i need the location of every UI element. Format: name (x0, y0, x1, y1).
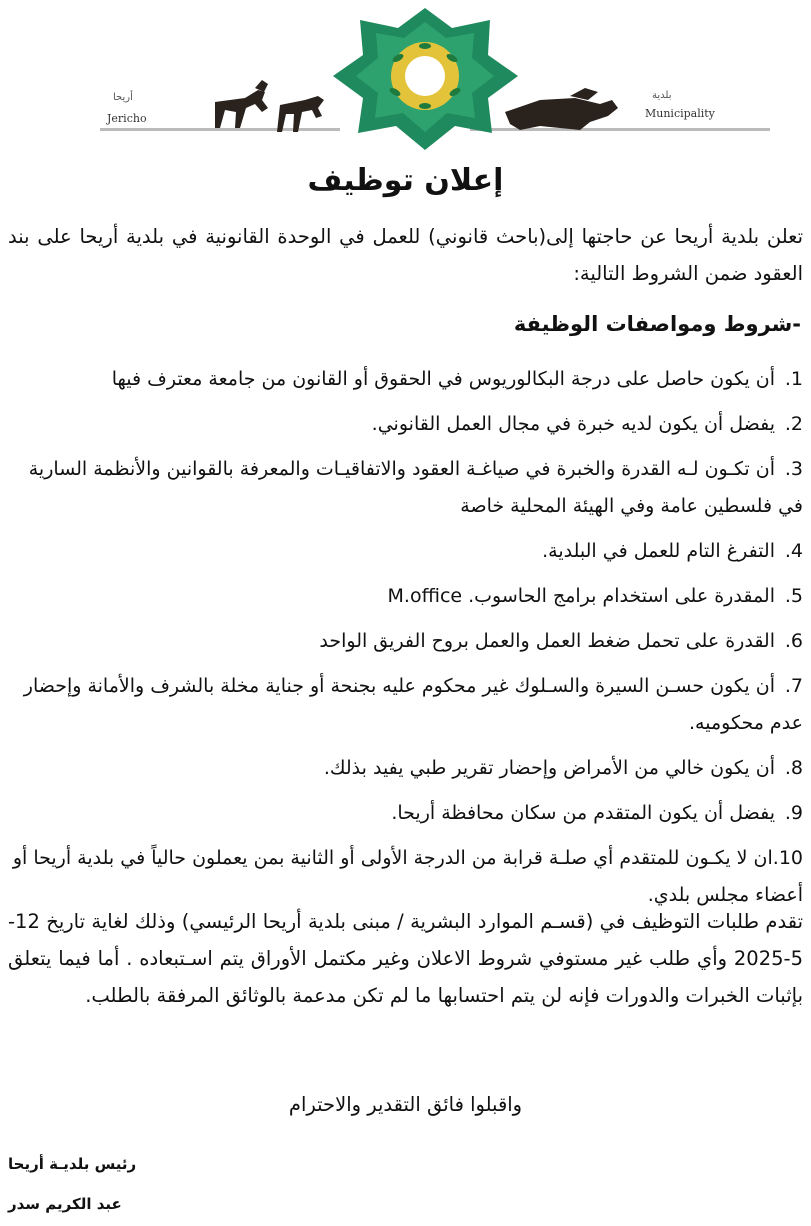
logo-arabic-left: أريحا (113, 92, 133, 103)
condition-text: يفضل أن يكون لديه خبرة في مجال العمل القانوني. (371, 413, 775, 435)
condition-number: 6. (784, 630, 803, 652)
condition-item (3, 578, 803, 615)
right-animal-silhouettes (505, 88, 618, 130)
condition-item (3, 361, 803, 398)
signatory-name: عبد الكريم سدر (8, 1195, 122, 1213)
condition-text: القدرة على تحمل ضغط العمل والعمل بروح الفريق الواحد (319, 630, 775, 652)
condition-number: 10. (772, 847, 803, 869)
logo-english-right: Municipality (645, 107, 715, 120)
announcement-title: إعلان توظيف (307, 163, 504, 198)
condition-item (3, 533, 803, 570)
condition-text: ان لا يكـون للمتقدم أي صلـة قرابة من الدرجة الأولى أو الثانية بمن يعملون حالياً في بلدية أريحا أو أعضاء مجلس بلدي. (12, 847, 803, 906)
condition-number: 2. (784, 413, 803, 435)
signatory-position: رئيس بلديـة أريحا (8, 1155, 137, 1173)
condition-number: 5. (784, 585, 803, 607)
section-heading: -شروط ومواصفات الوظيفة (513, 312, 801, 336)
condition-item (3, 451, 803, 525)
condition-number: 3. (784, 458, 803, 480)
left-animal-silhouettes (215, 80, 324, 132)
condition-number: 8. (784, 757, 803, 779)
application-paragraph: تقدم طلبات التوظيف في (قسـم الموارد البشرية / مبنى بلدية أريحا الرئيسي) وذلك لغاية تاريخ 12-5-2025 وأي طلب غير مستوفي شروط الاعلان وغير مكتمل الأوراق يتم اسـتبعاده . أما فيما يتعلق بإثبات الخبرات والدورات فإنه لن يتم احتسابها ما لم تكن مدعمة بالوثائق المرفقة بالطلب. (8, 910, 803, 1007)
condition-item (3, 750, 803, 787)
condition-item (3, 668, 803, 742)
condition-number: 1. (784, 368, 803, 390)
logo-english-left: Jericho (107, 112, 147, 125)
central-emblem (333, 8, 518, 150)
condition-text: أن يكون خالي من الأمراض وإحضار تقرير طبي يفيد بذلك. (323, 757, 775, 779)
condition-text: أن يكون حاصل على درجة البكالوريوس في الحقوق أو القانون من جامعة معترف فيها (111, 368, 775, 390)
condition-number: 9. (784, 802, 803, 824)
municipality-header (0, 0, 811, 150)
intro-paragraph: تعلن بلدية أريحا عن حاجتها إلى(باحث قانوني) للعمل في الوحدة القانونية في بلدية أريحا على بند العقود ضمن الشروط التالية: (8, 225, 803, 285)
left-banner-line (100, 128, 340, 131)
logo-arabic-right: بلدية (652, 90, 672, 101)
conditions-list (3, 361, 803, 922)
condition-item (3, 795, 803, 832)
condition-number: 7. (784, 675, 803, 697)
condition-item (3, 623, 803, 660)
condition-text: التفرغ التام للعمل في البلدية. (542, 540, 775, 562)
closing-line: واقبلوا فائق التقدير والاحترام (288, 1093, 523, 1116)
condition-text: المقدرة على استخدام برامج الحاسوب. M.office (387, 585, 775, 607)
condition-text: أن يكون حسـن السيرة والسـلوك غير محكوم عليه بجنحة أو جناية مخلة بالشرف والأمانة وإحضار عدم محكوميه. (23, 675, 803, 734)
jericho-municipality-logo (0, 0, 811, 150)
condition-text: أن تكـون لـه القدرة والخبرة في صياغـة العقود والاتفاقيـات والمعرفة بالقوانين والأنظمة السارية في فلسطين عامة وفي الهيئة المحلية خاصة (28, 458, 803, 517)
right-banner-line (470, 128, 770, 131)
condition-number: 4. (784, 540, 803, 562)
condition-item (3, 406, 803, 443)
condition-text: يفضل أن يكون المتقدم من سكان محافظة أريحا. (391, 802, 775, 824)
